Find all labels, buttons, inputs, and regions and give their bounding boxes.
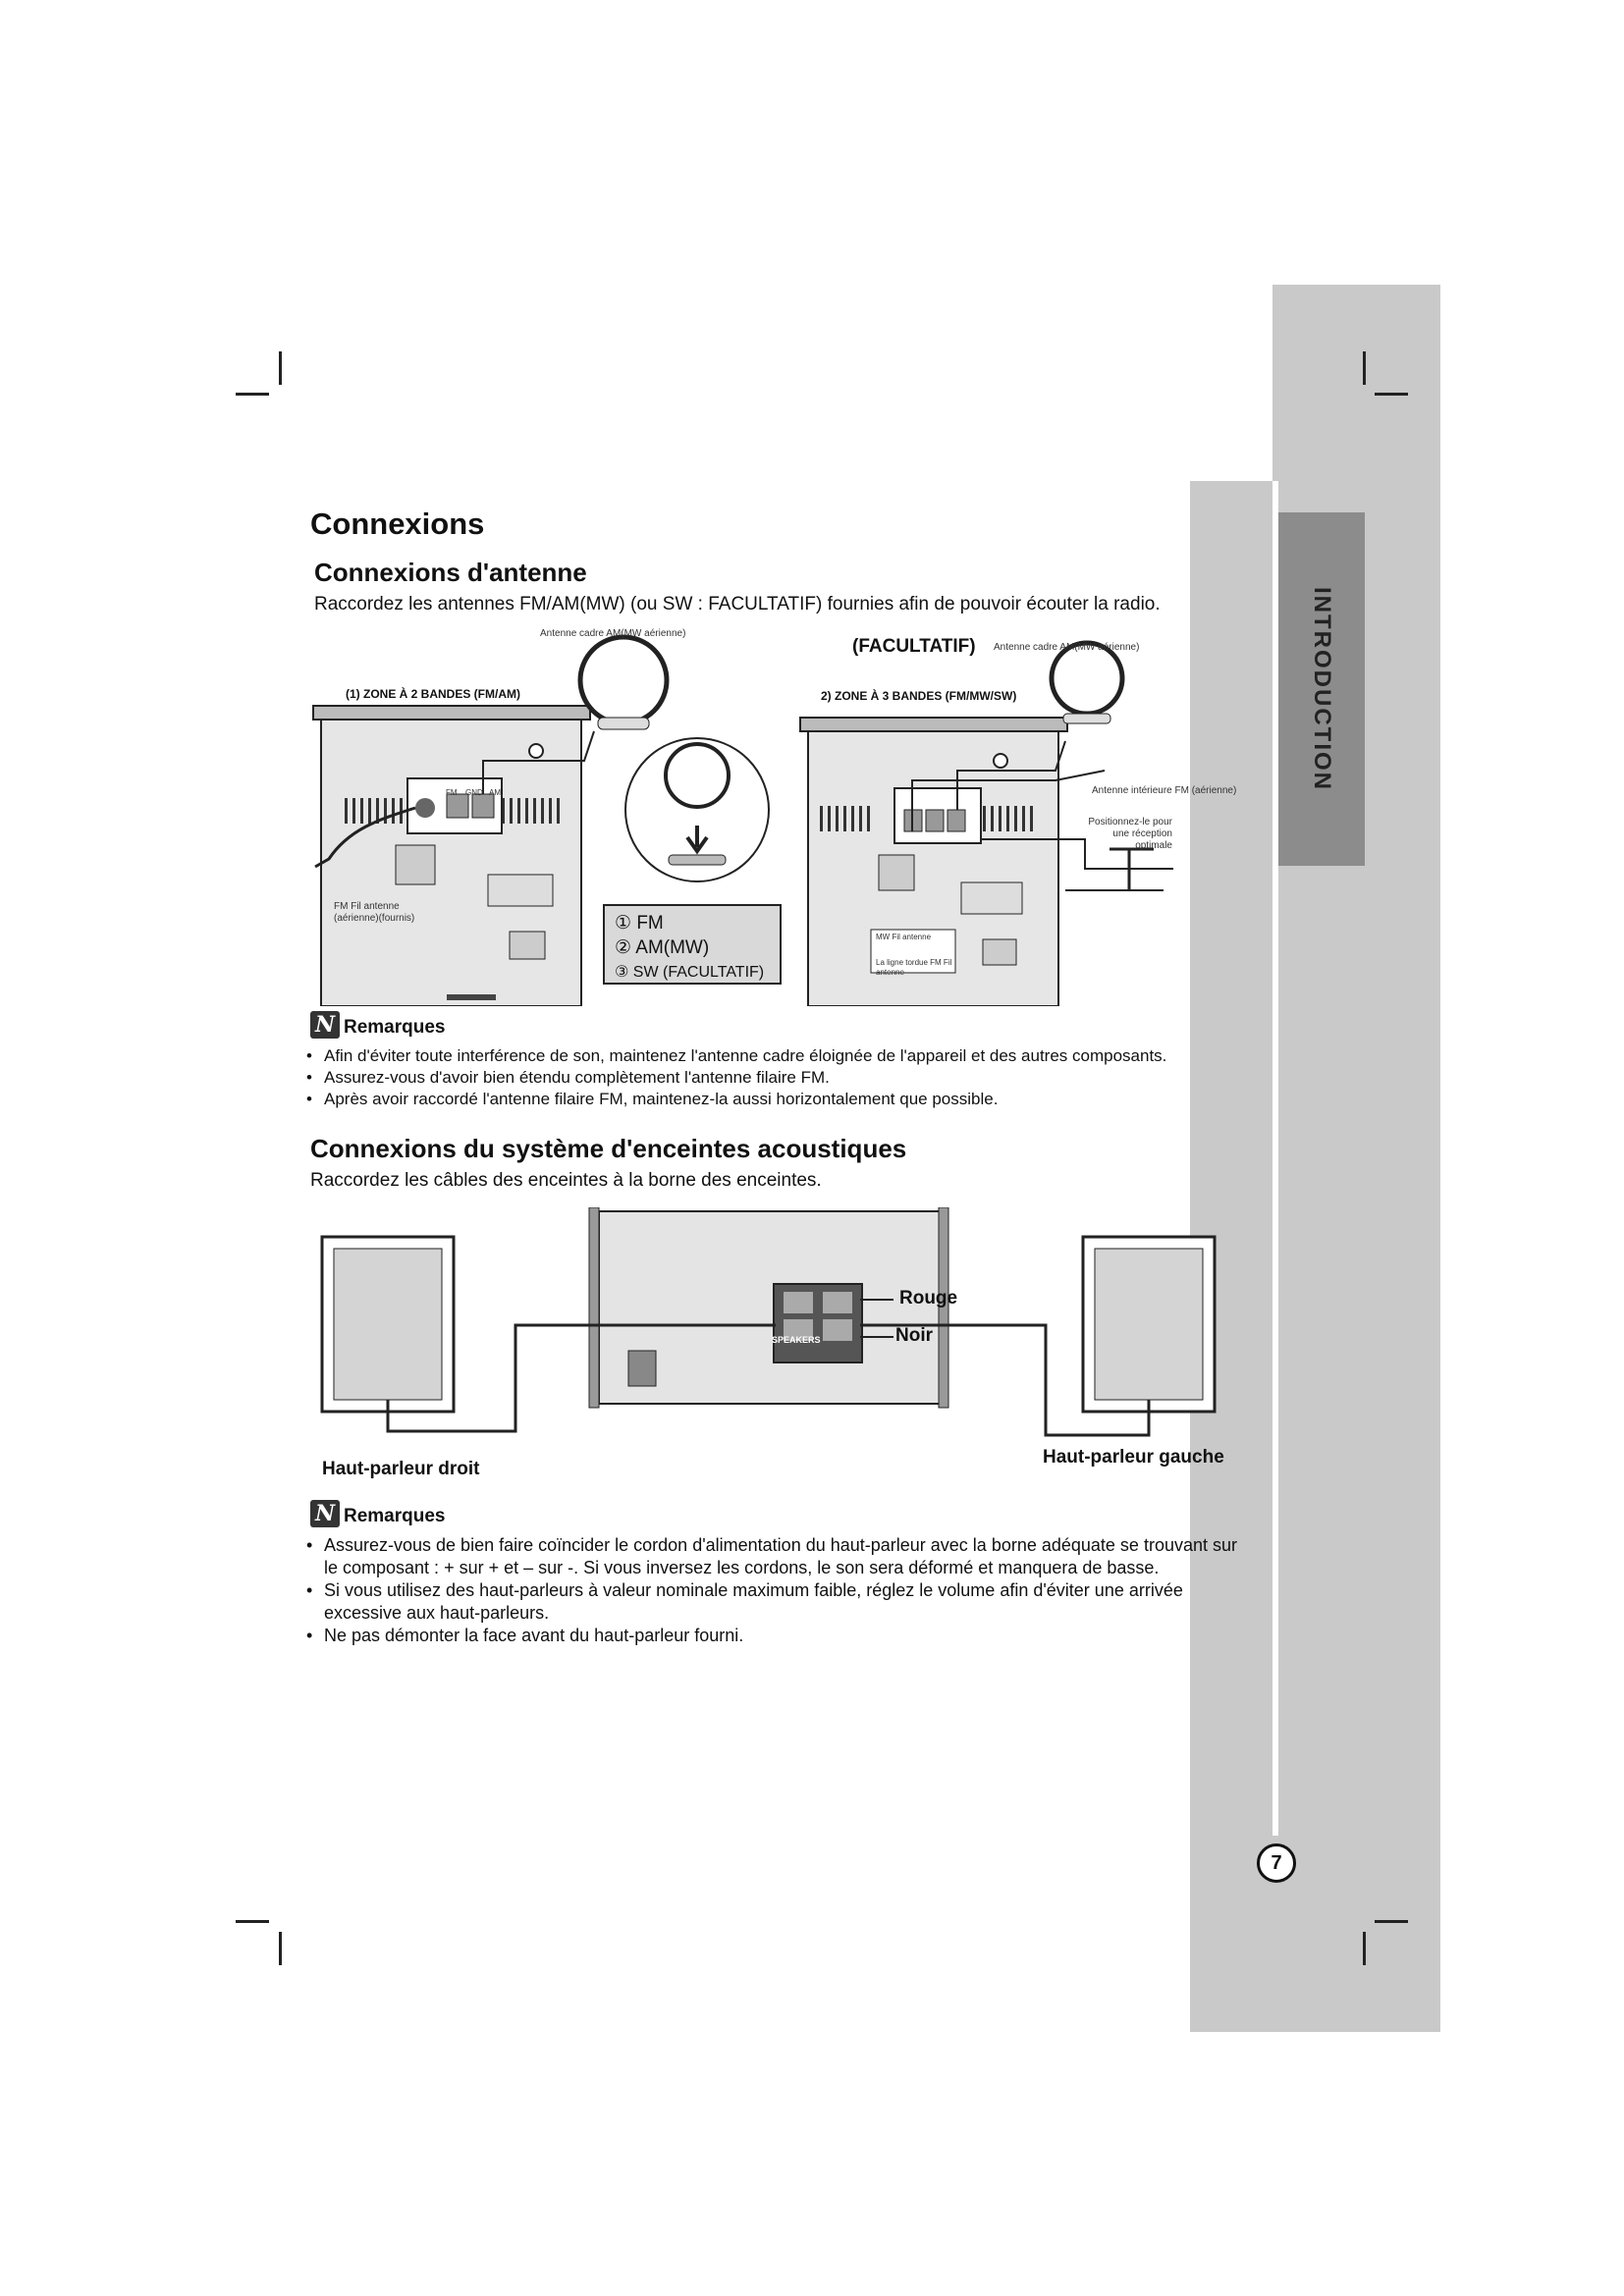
section-tab-label: INTRODUCTION bbox=[1309, 587, 1336, 791]
ac-block-right bbox=[983, 939, 1016, 965]
terminal-fm-label: FM bbox=[446, 788, 458, 797]
speaker-terminal-left bbox=[488, 875, 553, 906]
fm-connector-left bbox=[415, 798, 435, 818]
foot-left bbox=[447, 994, 496, 1000]
speaker-notes-heading: N Remarques bbox=[310, 1500, 446, 1527]
notes-icon: N bbox=[310, 1500, 340, 1527]
list-item: • Assurez-vous de bien faire coïncider le cordon d'alimentation du haut-parleur avec la borne adéquate se trouvant sur le composant : + sur + et – sur -. Si vous inversez les cordons, le son sera déformé et manquera de basse. bbox=[306, 1534, 1239, 1579]
list-item: • Si vous utilisez des haut-parleurs à valeur nominale maximum faible, réglez le volume afin d'éviter une arrivée excessive aux haut-parleurs. bbox=[306, 1579, 1239, 1625]
optional-label: (FACULTATIF) bbox=[852, 636, 976, 657]
indoor-fm-label: Antenne intérieure FM (aérienne) bbox=[1092, 785, 1237, 796]
list-item: • Ne pas démonter la face avant du haut-parleur fourni. bbox=[306, 1625, 1239, 1647]
terminal-am-label: AM bbox=[489, 788, 501, 797]
screw-right bbox=[994, 754, 1007, 768]
red-label: Rouge bbox=[899, 1288, 958, 1308]
am-loop-antenna-right bbox=[1052, 643, 1122, 714]
crop-mark bbox=[236, 1920, 269, 1923]
speaker-notes-list bbox=[306, 1534, 1239, 1647]
inset-base bbox=[669, 855, 726, 865]
list-item: • Après avoir raccordé l'antenne filaire FM, maintenez-la aussi horizontalement que possible. bbox=[306, 1089, 1190, 1110]
crop-mark bbox=[1375, 393, 1408, 396]
loop-label-left: Antenne cadre AM(MW aérienne) bbox=[540, 628, 686, 639]
loop-base-right bbox=[1063, 714, 1110, 723]
position-label: Positionnez-le pour une réception optimale bbox=[1088, 817, 1172, 851]
mw-wire-label: MW Fil antenne bbox=[876, 933, 932, 941]
crop-mark bbox=[1375, 1920, 1408, 1923]
speaker-terminal-right bbox=[961, 882, 1022, 914]
power-cord-socket bbox=[628, 1351, 656, 1386]
antenna-notes-heading: N Remarques bbox=[310, 1011, 446, 1039]
speakers-intro: Raccordez les câbles des enceintes à la borne des enceintes. bbox=[310, 1170, 822, 1191]
legend-item-am: ② AM(MW) bbox=[615, 937, 710, 958]
am-loop-antenna-left bbox=[580, 637, 667, 723]
fm-wire-label: FM Fil antenne (aérienne)(fournis) bbox=[334, 901, 415, 924]
crop-mark bbox=[1363, 1932, 1366, 1965]
terminal-gnd-label: GND bbox=[465, 788, 483, 797]
list-item: • Assurez-vous d'avoir bien étendu complètement l'antenne filaire FM. bbox=[306, 1067, 1190, 1089]
black-label: Noir bbox=[895, 1325, 933, 1346]
side-tab-notch bbox=[1190, 285, 1272, 481]
legend-item-sw: ③ SW (FACULTATIF) bbox=[615, 964, 765, 981]
antenna-notes-list bbox=[306, 1045, 1190, 1110]
receiver-side-left bbox=[589, 1207, 599, 1408]
page-title: Connexions bbox=[310, 507, 485, 541]
loop-base-left bbox=[598, 718, 649, 729]
crop-mark bbox=[236, 393, 269, 396]
zone-2-band-label: (1) ZONE À 2 BANDES (FM/AM) bbox=[346, 687, 520, 701]
notes-icon: N bbox=[310, 1011, 340, 1039]
speaker-diagram bbox=[314, 1207, 1232, 1443]
jack-block-right bbox=[879, 855, 914, 890]
crop-mark bbox=[279, 1932, 282, 1965]
speakers-heading: Connexions du système d'enceintes acoustiques bbox=[310, 1134, 907, 1163]
ac-block-left bbox=[510, 932, 545, 959]
page-number: 7 bbox=[1257, 1843, 1296, 1883]
antenna-heading: Connexions d'antenne bbox=[314, 558, 587, 587]
speaker-left-grille bbox=[1095, 1249, 1203, 1400]
zone-3-band-label: 2) ZONE À 3 BANDES (FM/MW/SW) bbox=[821, 689, 1017, 703]
receiver-top-left bbox=[313, 706, 590, 720]
legend-item-fm: ① FM bbox=[615, 913, 664, 934]
am-terminal-left bbox=[472, 794, 494, 818]
jack-block-left bbox=[396, 845, 435, 884]
antenna-legend bbox=[615, 911, 764, 985]
speaker-right-grille bbox=[334, 1249, 442, 1400]
antenna-diagram bbox=[309, 623, 1247, 1006]
screw-left bbox=[529, 744, 543, 758]
crop-mark bbox=[1363, 351, 1366, 385]
gnd-terminal-left bbox=[447, 794, 468, 818]
sw-wire-label: La ligne tordue FM Fil antenne bbox=[876, 958, 952, 977]
crop-mark bbox=[279, 351, 282, 385]
loop-label-right: Antenne cadre AM(MW aérienne) bbox=[994, 642, 1140, 653]
gnd-terminal-right bbox=[926, 810, 944, 831]
antenna-intro: Raccordez les antennes FM/AM(MW) (ou SW : FACULTATIF) fournies afin de pouvoir écouter la radio. bbox=[314, 594, 1161, 614]
list-item: • Afin d'éviter toute interférence de son, maintenez l'antenne cadre éloignée de l'appareil et des autres composants. bbox=[306, 1045, 1190, 1067]
receiver-unit-left bbox=[321, 714, 581, 1006]
speakers-terminal-label: SPEAKERS bbox=[772, 1335, 821, 1345]
right-speaker-label: Haut-parleur droit bbox=[322, 1459, 480, 1479]
receiver-top-right bbox=[800, 718, 1067, 731]
mw-terminal-right bbox=[947, 810, 965, 831]
left-speaker-label: Haut-parleur gauche bbox=[1043, 1447, 1224, 1468]
